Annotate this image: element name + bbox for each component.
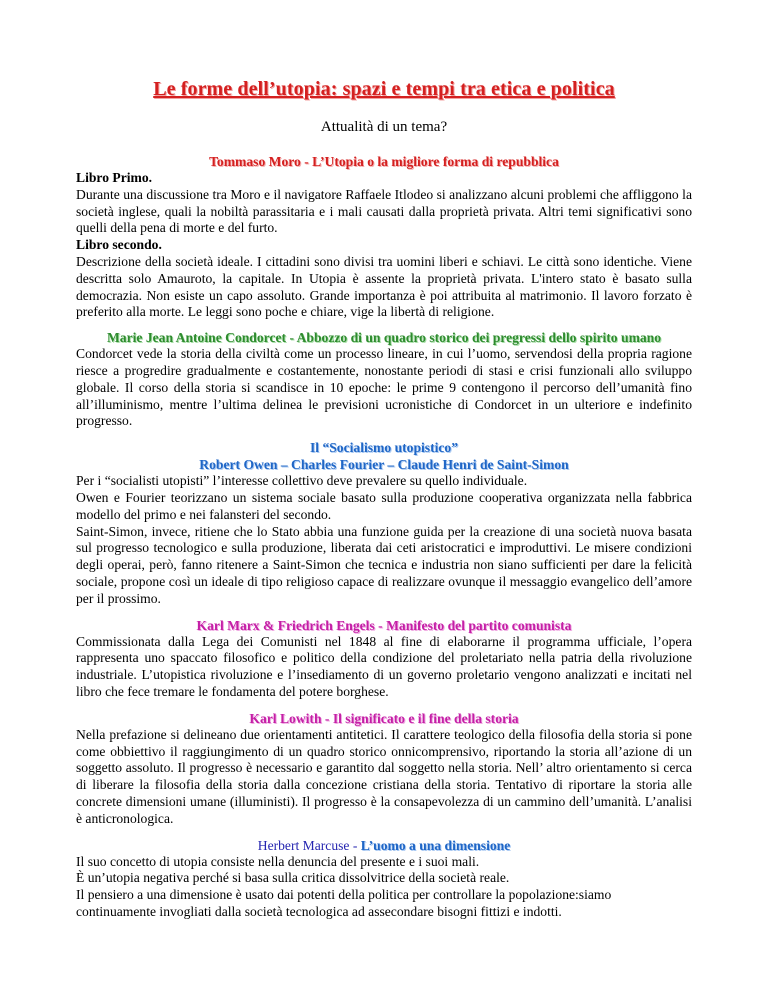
moro-book1-label: Libro Primo. [76, 170, 153, 185]
socialismo-paragraph-2: Owen e Fourier teorizzano un sistema sociale basato sulla produzione cooperativa organizzata nella fabbrica modello del primo e nei falansteri del secondo. [76, 489, 692, 522]
socialismo-paragraph-3: Saint-Simon, invece, ritiene che lo Stato abbia una funzione guida per la creazione di una società nuova basata sul progresso tecnologico e sulla produzione, liberata dai ceti aristocratici e improduttivi. Le misere condizioni degli operai, però, fanno ritenere a Saint-Simon che tecnica e industria non siano sufficienti per dare la felicità sociale, propone così un ideale di tipo religioso capace di realizzare ovunque il messaggio evangelico dell’amore per il prossimo. [76, 523, 692, 606]
section-heading-socialismo: Il “Socialismo utopistico” [309, 440, 459, 456]
socialismo-paragraph-1: Per i “socialisti utopisti” l’interesse collettivo deve prevalere su quello individuale. [76, 473, 528, 489]
marcuse-paragraph-2: È un’utopia negativa perché si basa sulla critica dissolvitrice della società reale. [76, 870, 510, 886]
section-heading-condorcet: Marie Jean Antoine Condorcet - Abbozzo di un quadro storico dei pregressi dello spirito umano [106, 330, 662, 346]
marcuse-paragraph-3: Il pensiero a una dimensione è usato dai potenti della politica per controllare la popolazione:siamo continuamente invogliati dalla società tecnologica ad assecondare bisogni fittizi e indotti. [76, 887, 612, 919]
marcuse-paragraph-1: Il suo concetto di utopia consiste nella denuncia del presente e i suoi mali. [76, 853, 480, 869]
marx-text: Commissionata dalla Lega dei Comunisti nel 1848 al fine di elaborarne il programma ufficiale, l’opera rappresenta uno spaccato filosofico e politico della condizione del proletariato nella patria della rivoluzione industriale. L’utopistica rivoluzione e l’insediamento di un governo proletario vengono analizzati e incitati nel libro che fece tremare le fondamenta del potere borghese. [76, 633, 692, 699]
section-heading-marcuse [76, 837, 692, 854]
moro-book2-label: Libro secondo. [76, 237, 162, 253]
moro-book1-text: Durante una discussione tra Moro e il navigatore Raffaele Itlodeo si analizzano alcuni problemi che affliggono la società inglese, quali la nobiltà parassitaria e i mali causati dalla proprietà privata. Altri temi significativi sono quelli della pena di morte e del furto. [76, 186, 692, 236]
section-heading-marx: Karl Marx & Friedrich Engels - Manifesto del partito comunista [196, 617, 572, 633]
section-heading-lowith: Karl Lowith - Il significato e il fine della storia [249, 710, 519, 726]
marcuse-work: L’uomo a una dimensione [360, 837, 511, 853]
lowith-text: Nella prefazione si delineano due orientamenti antitetici. Il carattere teologico della filosofia della storia si pone come obbiettivo il raggiungimento di un quadro storico onnicomprensivo, riportando la storia all’azione di un soggetto assoluto. Il progresso è necessario e garantito dal soggetto nella storia. Nell’ altro orientamento si cerca di liberare la filosofia della storia dalla concezione cristiana della storia. Tentativo di riportare la storia alle concrete dimensioni umane (illuministi). Il progresso è la consapevolezza di un cammino dell’umanità. L’analisi è anticronologica. [76, 726, 692, 826]
section-subheading-socialismo-authors: Robert Owen – Charles Fourier – Claude Henri de Saint-Simon [199, 457, 569, 473]
document-subtitle: Attualità di un tema? [320, 119, 448, 135]
marcuse-author: Herbert Marcuse - [257, 837, 361, 853]
document-body [76, 153, 692, 921]
moro-book2-text: Descrizione della società ideale. I cittadini sono divisi tra uomini liberi e schiavi. Le città sono identiche. Viene descritta solo Amauroto, la capitale. In Utopia è assente la proprietà privata. L'intero stato è basato sulla democrazia. Non esiste un capo assoluto. Grande importanza è poi attribuita al matrimonio. Il lavoro forzato è preferito alla morte. Le leggi sono poche e chiare, vige la libertà di religione. [76, 253, 692, 320]
document-title: Le forme dell’utopia: spazi e tempi tra etica e politica [153, 78, 615, 100]
condorcet-text: Condorcet vede la storia della civiltà come un processo lineare, in cui l’uomo, servendosi della propria ragione riesce a progredire gradualmente e costantemente, nonostante periodi di stasi e crisi funzionali allo sviluppo globale. Il corso della storia si scandisce in 10 epoche: le prime 9 contengono il percorso dell’umanità fino all’illuminismo, mentre l’ultima delinea le previsioni ucronistiche di Condorcet in un ulteriore e indefinito progresso. [76, 346, 692, 429]
section-heading-moro: Tommaso Moro - L’Utopia o la migliore forma di repubblica [209, 154, 559, 169]
